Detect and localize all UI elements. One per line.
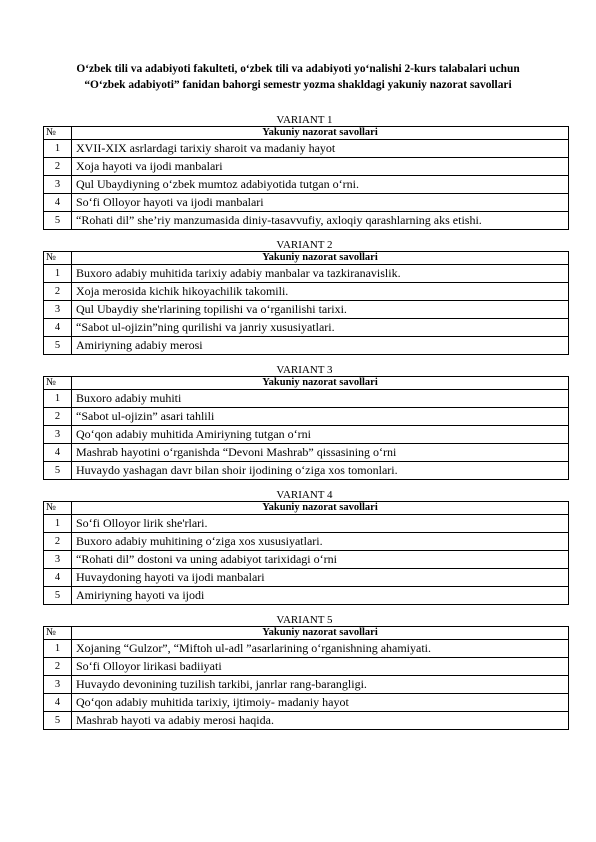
questions-column-header: Yakuniy nazorat savollari — [72, 502, 569, 515]
row-number: 1 — [44, 640, 72, 658]
variant-1-title: VARIANT 1 — [276, 114, 333, 126]
table-row — [44, 658, 569, 676]
table-row — [44, 390, 569, 408]
header-line-2: “O‘zbek adabiyoti” fanidan bahorgi semestr yozma shakldagi yakuniy nazorat savollari — [84, 78, 512, 91]
question-text: So‘fi Olloyor lirikasi badiiyati — [72, 658, 569, 676]
variant-4-title: VARIANT 4 — [276, 489, 333, 501]
table-row — [44, 533, 569, 551]
table-header-row — [44, 502, 569, 515]
table-row — [44, 569, 569, 587]
table-row — [44, 301, 569, 319]
table-row — [44, 408, 569, 426]
table-row — [44, 212, 569, 230]
number-column-header: № — [44, 252, 72, 265]
table-header-row — [44, 252, 569, 265]
row-number: 5 — [44, 712, 72, 730]
table-header-row — [44, 627, 569, 640]
questions-column-header: Yakuniy nazorat savollari — [72, 627, 569, 640]
table-row — [44, 676, 569, 694]
question-text: “Rohati dil” she’riy manzumasida diniy-tasavvufiy, axloqiy qarashlarning aks etishi. — [72, 212, 569, 230]
row-number: 1 — [44, 515, 72, 533]
table-row — [44, 158, 569, 176]
row-number: 3 — [44, 176, 72, 194]
variant-4-table — [43, 501, 569, 605]
question-text: Huvaydoning hayoti va ijodi manbalari — [72, 569, 569, 587]
document-header — [40, 62, 556, 93]
question-text: So‘fi Olloyor hayoti va ijodi manbalari — [72, 194, 569, 212]
question-text: “Rohati dil” dostoni va uning adabiyot tarixidagi o‘rni — [72, 551, 569, 569]
row-number: 4 — [44, 319, 72, 337]
table-row — [44, 319, 569, 337]
question-text: Qo‘qon adabiy muhitida tarixiy, ijtimoiy- madaniy hayot — [72, 694, 569, 712]
number-column-header: № — [44, 127, 72, 140]
question-text: Huvaydo devonining tuzilish tarkibi, janrlar rang-barangligi. — [72, 676, 569, 694]
table-row — [44, 640, 569, 658]
variant-5-table — [43, 626, 569, 730]
table-header-row — [44, 377, 569, 390]
row-number: 5 — [44, 212, 72, 230]
number-column-header: № — [44, 377, 72, 390]
table-row — [44, 712, 569, 730]
table-row — [44, 140, 569, 158]
question-text: XVII-XIX asrlardagi tarixiy sharoit va madaniy hayot — [72, 140, 569, 158]
question-text: Xoja hayoti va ijodi manbalari — [72, 158, 569, 176]
row-number: 2 — [44, 158, 72, 176]
variant-3-table — [43, 376, 569, 480]
row-number: 2 — [44, 658, 72, 676]
number-column-header: № — [44, 502, 72, 515]
question-text: Mashrab hayotini o‘rganishda “Devoni Mashrab” qissasining o‘rni — [72, 444, 569, 462]
table-header-row — [44, 127, 569, 140]
row-number: 3 — [44, 551, 72, 569]
table-row — [44, 587, 569, 605]
table-row — [44, 337, 569, 355]
row-number: 4 — [44, 194, 72, 212]
table-row — [44, 283, 569, 301]
row-number: 5 — [44, 337, 72, 355]
question-text: Huvaydo yashagan davr bilan shoir ijodining o‘ziga xos tomonlari. — [72, 462, 569, 480]
variant-2-title: VARIANT 2 — [276, 239, 333, 251]
question-text: “Sabot ul-ojizin”ning qurilishi va janriy xususiyatlari. — [72, 319, 569, 337]
row-number: 4 — [44, 694, 72, 712]
questions-column-header: Yakuniy nazorat savollari — [72, 252, 569, 265]
number-column-header: № — [44, 627, 72, 640]
row-number: 1 — [44, 265, 72, 283]
row-number: 5 — [44, 587, 72, 605]
row-number: 1 — [44, 140, 72, 158]
row-number: 2 — [44, 408, 72, 426]
question-text: Qo‘qon adabiy muhitida Amiriyning tutgan o‘rni — [72, 426, 569, 444]
questions-column-header: Yakuniy nazorat savollari — [72, 127, 569, 140]
table-row — [44, 551, 569, 569]
question-text: “Sabot ul-ojizin” asari tahlili — [72, 408, 569, 426]
table-row — [44, 265, 569, 283]
question-text: Xojaning “Gulzor”, “Miftoh ul-adl ”asarlarining o‘rganishning ahamiyati. — [72, 640, 569, 658]
row-number: 1 — [44, 390, 72, 408]
table-row — [44, 444, 569, 462]
question-text: Buxoro adabiy muhitining o‘ziga xos xususiyatlari. — [72, 533, 569, 551]
row-number: 3 — [44, 301, 72, 319]
variant-5-title: VARIANT 5 — [276, 614, 333, 626]
question-text: Buxoro adabiy muhitida tarixiy adabiy manbalar va tazkiranavislik. — [72, 265, 569, 283]
question-text: Xoja merosida kichik hikoyachilik takomili. — [72, 283, 569, 301]
question-text: Mashrab hayoti va adabiy merosi haqida. — [72, 712, 569, 730]
row-number: 2 — [44, 283, 72, 301]
row-number: 3 — [44, 426, 72, 444]
variant-3-title: VARIANT 3 — [276, 364, 333, 376]
questions-column-header: Yakuniy nazorat savollari — [72, 377, 569, 390]
question-text: Amiriyning adabiy merosi — [72, 337, 569, 355]
table-row — [44, 462, 569, 480]
variant-2-table — [43, 251, 569, 355]
row-number: 2 — [44, 533, 72, 551]
table-row — [44, 194, 569, 212]
variant-1-table — [43, 126, 569, 230]
question-text: Buxoro adabiy muhiti — [72, 390, 569, 408]
row-number: 5 — [44, 462, 72, 480]
table-row — [44, 176, 569, 194]
question-text: Qul Ubaydiyning o‘zbek mumtoz adabiyotida tutgan o‘rni. — [72, 176, 569, 194]
table-row — [44, 426, 569, 444]
row-number: 4 — [44, 444, 72, 462]
row-number: 3 — [44, 676, 72, 694]
question-text: So‘fi Olloyor lirik she'rlari. — [72, 515, 569, 533]
table-row — [44, 515, 569, 533]
table-row — [44, 694, 569, 712]
question-text: Qul Ubaydiy she'rlarining topilishi va o‘rganilishi tarixi. — [72, 301, 569, 319]
question-text: Amiriyning hayoti va ijodi — [72, 587, 569, 605]
header-line-1: O‘zbek tili va adabiyoti fakulteti, o‘zbek tili va adabiyoti yo‘nalishi 2-kurs talabalari uchun — [76, 63, 520, 75]
row-number: 4 — [44, 569, 72, 587]
